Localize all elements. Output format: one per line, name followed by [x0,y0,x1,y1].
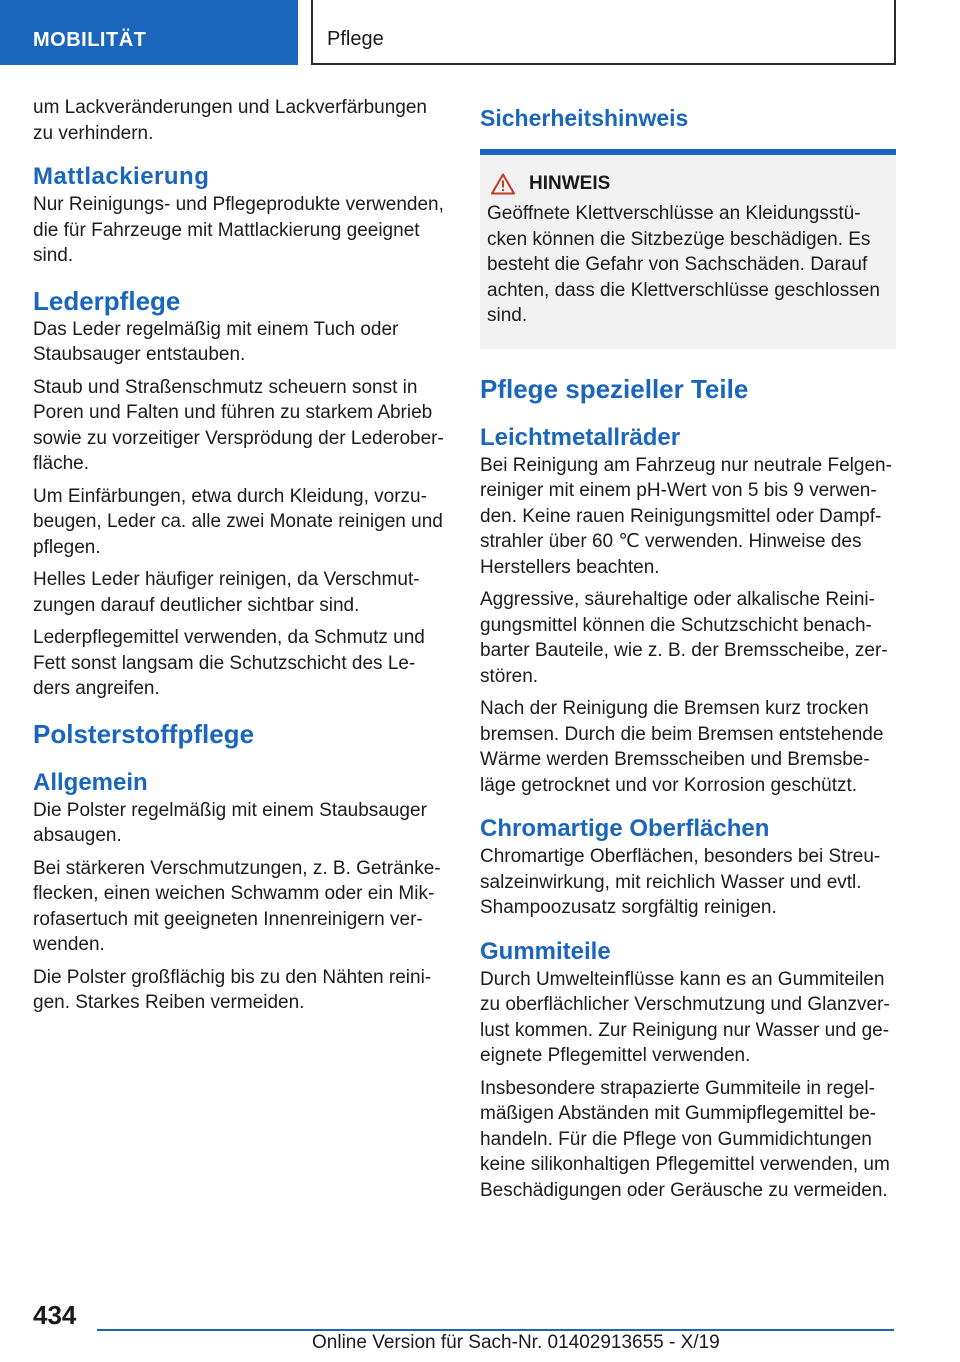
footer-rule [97,1329,894,1331]
heading-mattlackierung: Mattlackierung [33,163,210,190]
right-column [480,95,896,1210]
gummi-paragraph-1: Durch Umwelteinflüsse kann es an Gummiteilen zu oberflächlicher Verschmutzung und Glanzver- lust kommen. Zur Reinigung nur Wasser und ge- eignete Pflegemittel verwenden. [480,968,890,1066]
alu-paragraph-2: Aggressive, säurehaltige oder alkalische Reini- gungsmittel können die Schutzschicht benach- barter Bauteile, wie z. B. der Bremsscheibe, zer- stören. [480,589,888,687]
gummi-paragraph-2: Insbesondere strapazierte Gummiteile in regel- mäßigen Abständen mit Gummipflegemittel be- handeln. Für die Pflege von Gummidichtungen keine silikonhaltigen Pflegemittel verwenden, um Beschädigungen oder Geräusche zu vermeiden. [480,1077,890,1201]
warning-triangle-icon [491,173,515,195]
left-column [33,95,451,1023]
notice-header [487,173,888,195]
polster-paragraph-2: Bei stärkeren Verschmutzungen, z. B. Getränke- flecken, einen weichen Schwamm oder ein Mik- rofasertuch mit geeigneten Innenreinigern ver- wenden. [33,857,441,955]
chrom-paragraph-1: Chromartige Oberflächen, besonders bei Streu- salzeinwirkung, mit reichlich Wasser und evtl. Shampoozusatz sorgfältig reinigen. [480,846,881,918]
notice-text: Geöffnete Klettverschlüsse an Kleidungsstü- cken können die Sitzbezüge beschädigen. Es besteht die Gefahr von Sachschäden. Darauf achten, dass die Klettverschlüsse geschlossen sind. [487,203,880,326]
polster-paragraph-1: Die Polster regelmäßig mit einem Staubsauger absaugen. [33,799,427,846]
notice-box [480,155,896,349]
footer-online-version: Online Version für Sach-Nr. 01402913655 - X/19 [312,1332,720,1353]
heading-sicherheitshinweis: Sicherheitshinweis [480,105,689,131]
header-chapter-title: Pflege [311,0,896,65]
leder-paragraph-1: Das Leder regelmäßig mit einem Tuch oder Staubsauger entstauben. [33,318,399,365]
alu-paragraph-1: Bei Reinigung am Fahrzeug nur neutrale Felgen- reiniger mit einem pH-Wert von 5 bis 9 verwen- den. Keine rauen Reinigungsmittel oder Dampf- strahler über 60 ℃ verwenden. Hinweise des Herstellers beachten. [480,454,892,578]
leder-paragraph-2: Staub und Straßenschmutz scheuern sonst in Poren und Falten und führen zu starkem Abrieb sowie zu vorzeitiger Versprödung der Lederober- fläche. [33,376,444,474]
heading-polsterstoffpflege: Polsterstoffpflege [33,718,255,749]
heading-lederpflege: Lederpflege [33,285,181,316]
matt-paragraph: Nur Reinigungs- und Pflegeprodukte verwenden, die für Fahrzeuge mit Mattlackierung geeignet sind. [33,194,444,266]
heading-chromartige-oberflaechen: Chromartige Oberflächen [480,815,770,842]
polster-paragraph-3: Die Polster großflächig bis zu den Nähten reini- gen. Starkes Reiben vermeiden. [33,966,432,1013]
leder-paragraph-5: Lederpflegemittel verwenden, da Schmutz und Fett sonst langsam die Schutzschicht des Le- ders angreifen. [33,627,425,699]
page-number: 434 [33,1300,77,1330]
leder-paragraph-4: Helles Leder häufiger reinigen, da Verschmut- zungen darauf deutlicher sichtbar sind. [33,569,420,616]
notice-label: HINWEIS [529,173,611,194]
intro-paragraph: um Lackveränderungen und Lackverfärbungen zu verhindern. [33,97,427,144]
heading-pflege-spezieller-teile: Pflege spezieller Teile [480,373,749,404]
leder-paragraph-3: Um Einfärbungen, etwa durch Kleidung, vorzu- beugen, Leder ca. alle zwei Monate reinigen und pflegen. [33,485,443,558]
heading-gummiteile: Gummiteile [480,937,611,965]
heading-allgemein: Allgemein [33,768,148,796]
header-section-tab: MOBILITÄT [0,0,298,65]
heading-leichtmetallraeder: Leichtmetallräder [480,423,681,451]
alu-paragraph-3: Nach der Reinigung die Bremsen kurz trocken bremsen. Durch die beim Bremsen entstehende Wärme werden Bremsscheiben und Bremsbe- läge getrocknet und vor Korrosion geschützt. [480,698,884,796]
